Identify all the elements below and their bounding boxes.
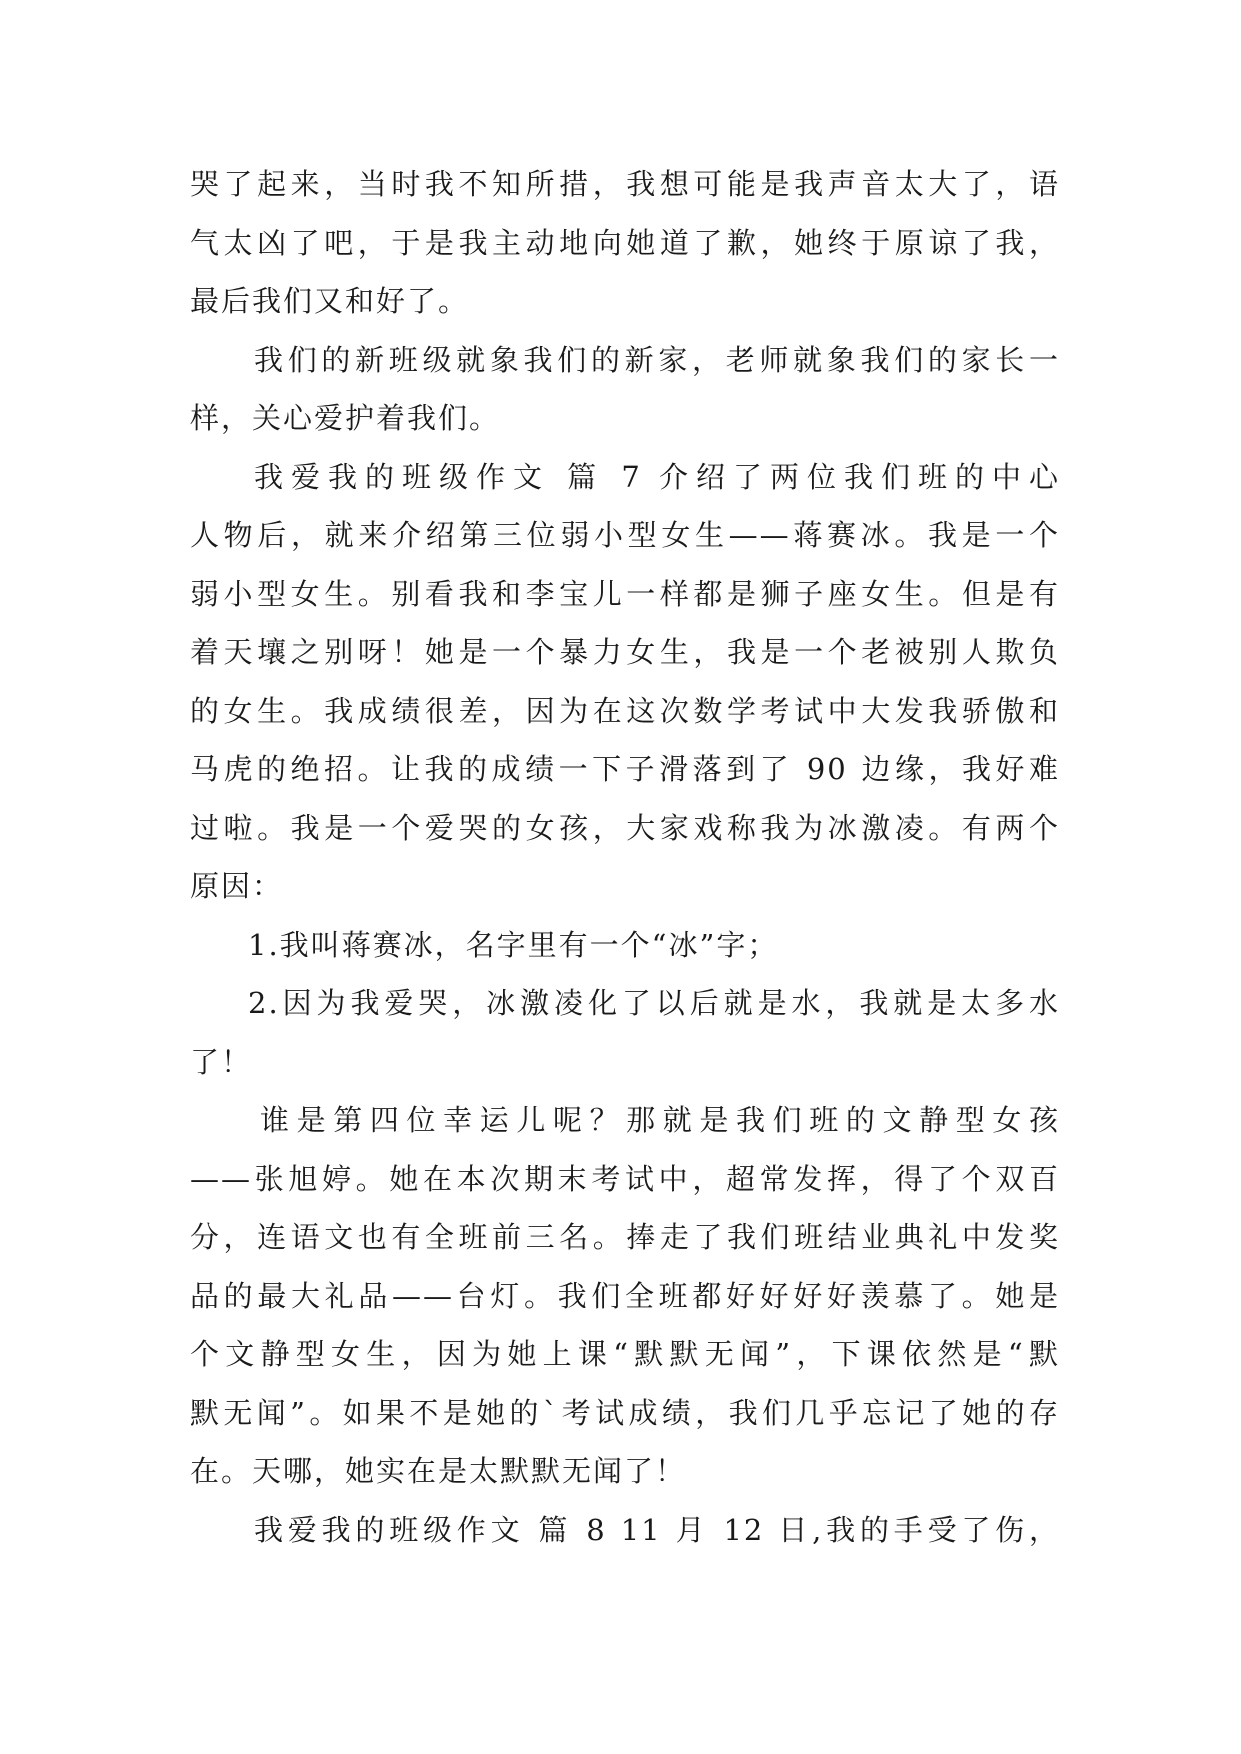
text-line: 样，关心爱护着我们。 [190,401,501,435]
text-line: 哭了起来，当时我不知所措，我想可能是我声音太大了，语 [190,167,1060,201]
text-line: 了！ [190,1044,253,1079]
text-line: 在。天哪，她实在是太默默无闻了！ [190,1454,687,1488]
text-line: 气太凶了吧，于是我主动地向她道了歉，她终于原谅了我， [190,225,1060,260]
text-line: 着天壤之别呀！她是一个暴力女生，我是一个老被别人欺负 [190,635,1060,669]
text-line: 我爱我的班级作文 篇 8 11 月 12 日,我的手受了伤， [254,1512,1060,1547]
text-line: 马虎的绝招。让我的成绩一下子滑落到了 90 边缘，我好难 [190,752,1060,786]
text-line: 弱小型女生。别看我和李宝儿一样都是狮子座女生。但是有 [190,576,1060,611]
text-line: 我爱我的班级作文 篇 7 介绍了两位我们班的中心 [254,459,1060,494]
text-line: 2.因为我爱哭，冰激凌化了以后就是水，我就是太多水 [248,986,1060,1020]
text-line: 我们的新班级就象我们的新家，老师就象我们的家长一 [254,342,1060,377]
text-line: 的女生。我成绩很差，因为在这次数学考试中大发我骄傲和 [190,693,1060,728]
text-line: 个文静型女生，因为她上课“默默无闻”，下课依然是“默 [190,1337,1060,1371]
document-body [190,155,1060,1559]
text-line: 原因： [190,869,284,903]
text-line: ——张旭婷。她在本次期末考试中，超常发挥，得了个双百 [190,1161,1060,1196]
text-line: 过啦。我是一个爱哭的女孩，大家戏称我为冰激凌。有两个 [190,810,1060,845]
text-line: 人物后，就来介绍第三位弱小型女生——蒋赛冰。我是一个 [190,518,1060,552]
text-line: 分，连语文也有全班前三名。捧走了我们班结业典礼中发奖 [190,1220,1060,1254]
text-line: 谁是第四位幸运儿呢？那就是我们班的文静型女孩 [260,1103,1060,1137]
text-line: 最后我们又和好了。 [190,284,470,318]
text-line: 默无闻”。如果不是她的`考试成绩，我们几乎忘记了她的存 [190,1395,1060,1430]
text-line: 1.我叫蒋赛冰，名字里有一个“冰”字； [248,927,779,962]
text-line: 品的最大礼品——台灯。我们全班都好好好好羡慕了。她是 [190,1278,1060,1313]
